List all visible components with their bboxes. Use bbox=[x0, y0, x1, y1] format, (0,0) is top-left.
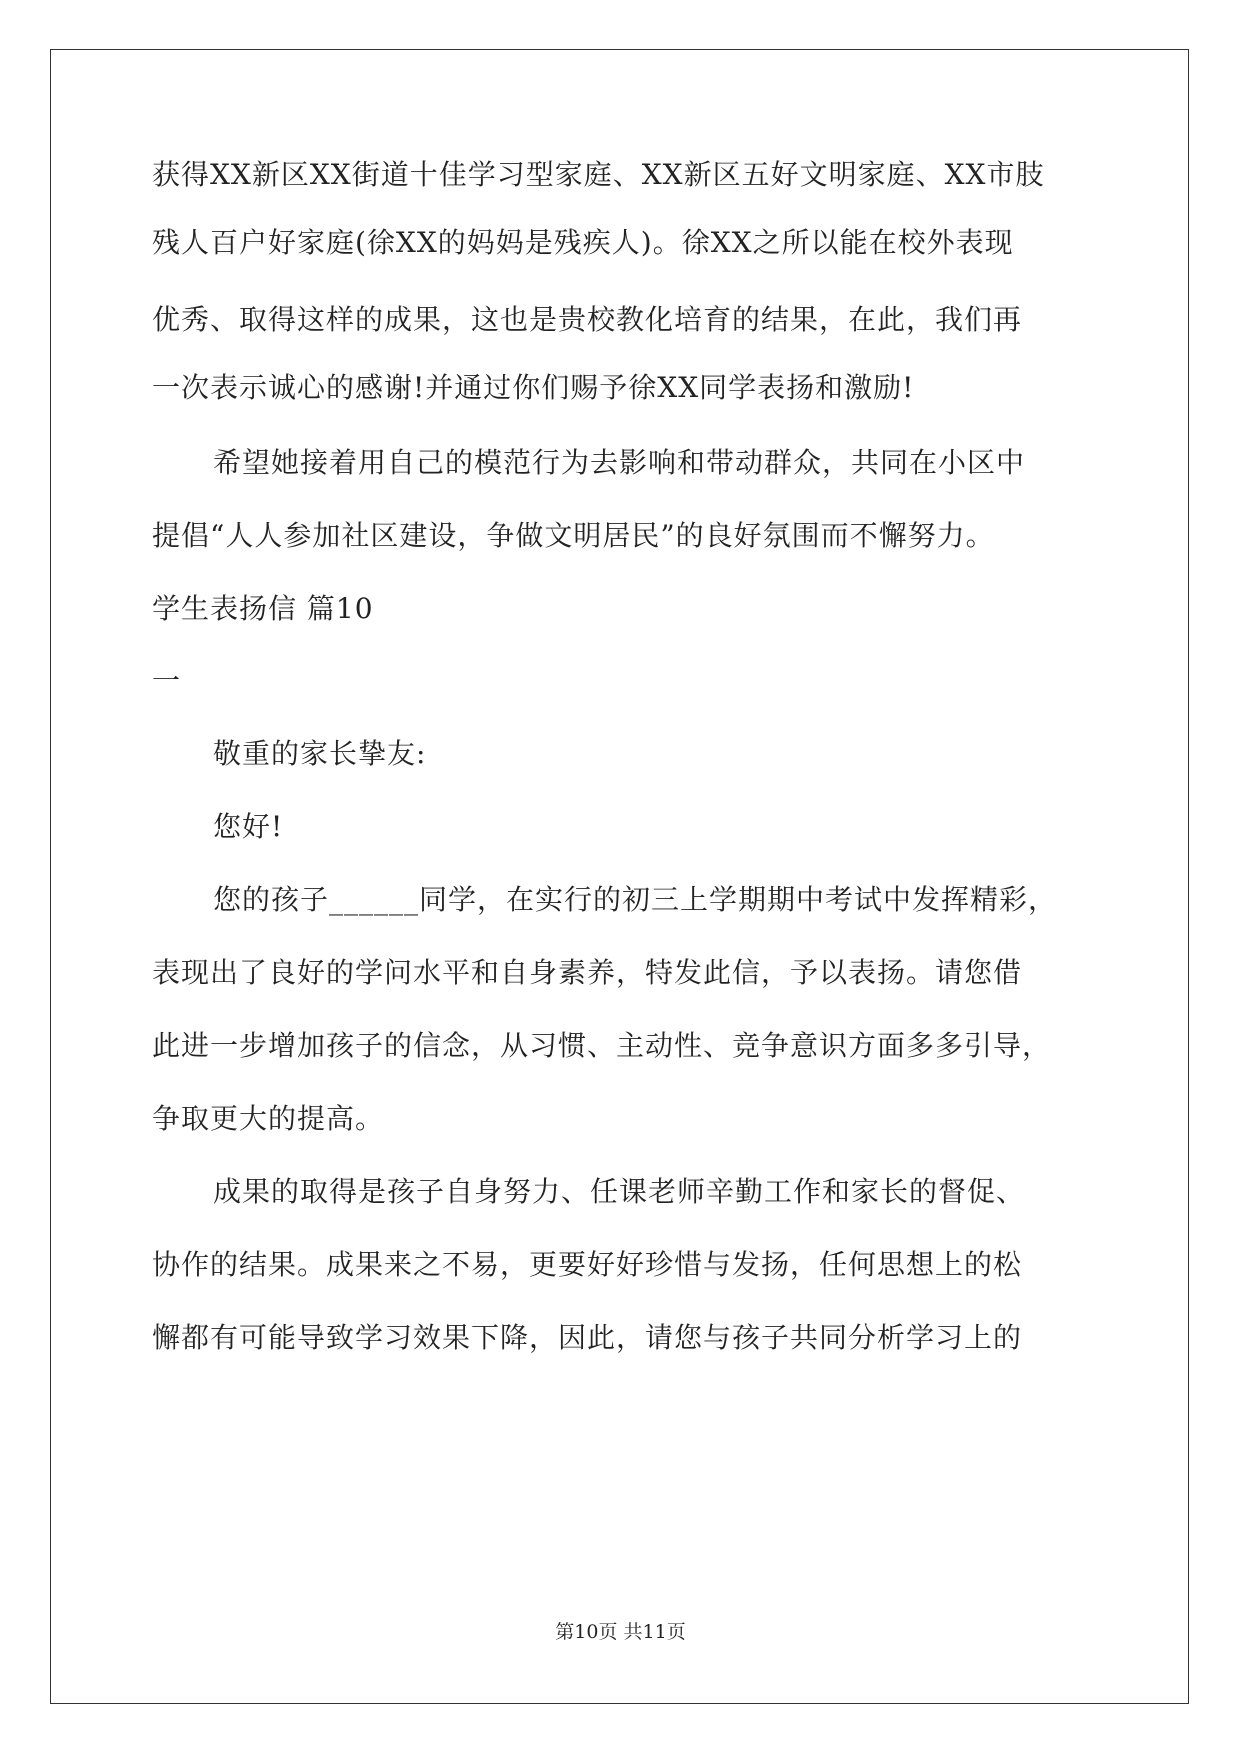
body-line: 协作的结果。成果来之不易，更要好好珍惜与发扬，任何思想上的松 bbox=[152, 1248, 1023, 1281]
section-number: 一 bbox=[152, 664, 182, 697]
body-line: 一次表示诚心的感谢!并通过你们赐予徐XX同学表扬和激励! bbox=[152, 371, 915, 404]
body-line: 此进一步增加孩子的信念，从习惯、主动性、竞争意识方面多多引导， bbox=[152, 1029, 1052, 1062]
body-line: 争取更大的提高。 bbox=[152, 1102, 385, 1135]
section-heading: 学生表扬信 篇10 bbox=[152, 592, 374, 625]
body-line: 优秀、取得这样的成果，这也是贵校教化培育的结果，在此，我们再 bbox=[152, 303, 1023, 336]
page-number-footer: 第10页 共11页 bbox=[555, 1621, 686, 1643]
page-frame bbox=[50, 49, 1189, 1704]
body-line: 希望她接着用自己的模范行为去影响和带动群众，共同在小区中 bbox=[213, 446, 1026, 479]
body-line: 您的孩子______同学，在实行的初三上学期期中考试中发挥精彩， bbox=[213, 883, 1058, 916]
body-line: 成果的取得是孩子自身努力、任课老师辛勤工作和家长的督促、 bbox=[213, 1175, 1026, 1208]
greeting: 您好! bbox=[213, 810, 284, 843]
salutation: 敬重的家长挚友: bbox=[213, 737, 427, 770]
body-line: 提倡“人人参加社区建设，争做文明居民”的良好氛围而不懈努力。 bbox=[152, 519, 995, 552]
body-line: 懈都有可能导致学习效果下降，因此，请您与孩子共同分析学习上的 bbox=[152, 1321, 1023, 1354]
body-line: 表现出了良好的学问水平和自身素养，特发此信，予以表扬。请您借 bbox=[152, 956, 1023, 989]
body-line: 残人百户好家庭(徐XX的妈妈是残疾人)。徐XX之所以能在校外表现 bbox=[152, 226, 1014, 259]
body-line: 获得XX新区XX街道十佳学习型家庭、XX新区五好文明家庭、XX市肢 bbox=[152, 158, 1045, 191]
